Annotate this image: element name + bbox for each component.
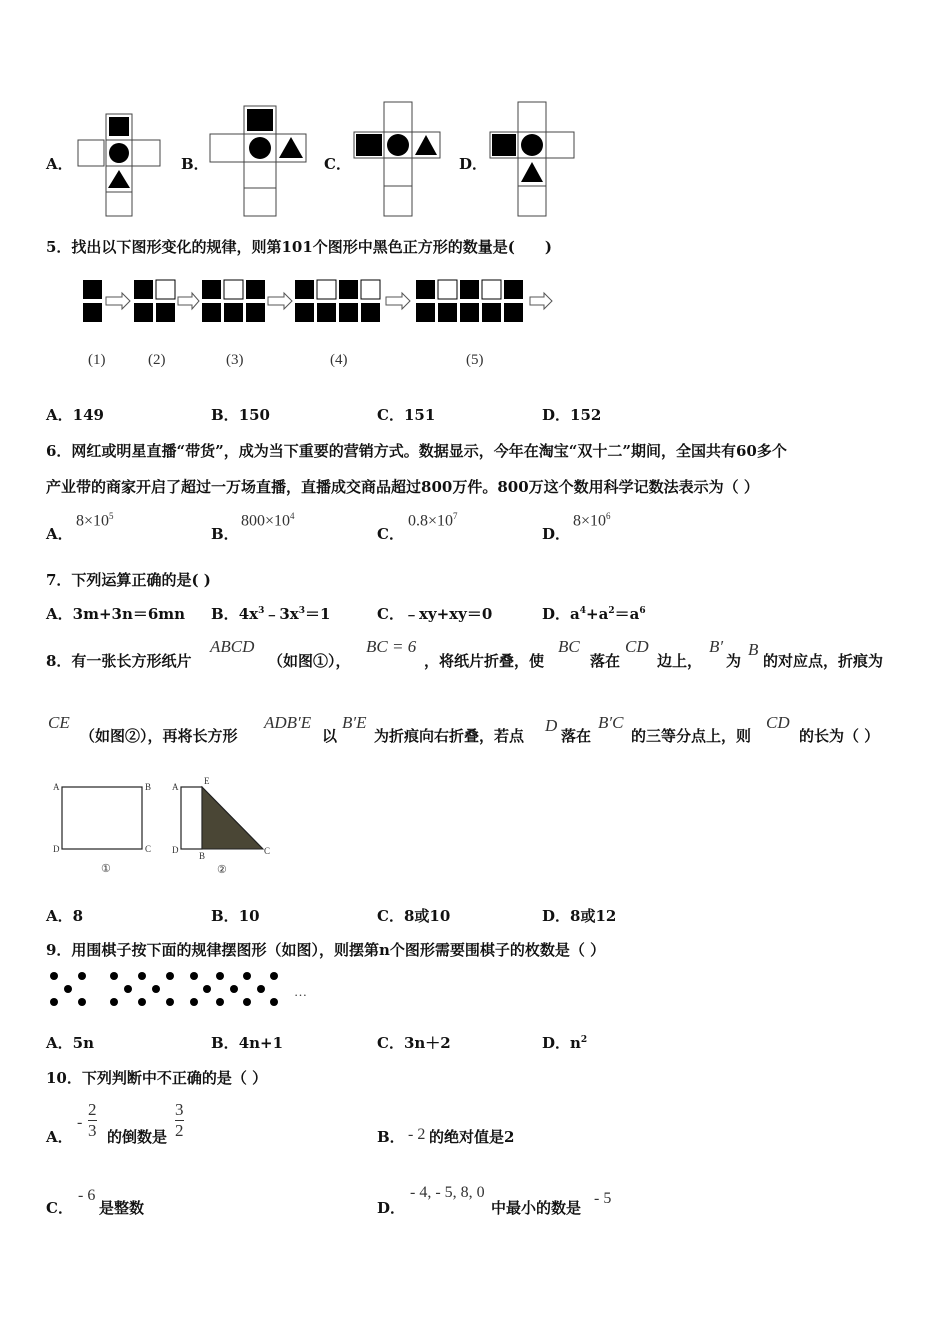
- q10-option-a-label[interactable]: A．: [46, 1128, 73, 1146]
- q4-option-d-label[interactable]: D．: [459, 155, 488, 173]
- q10-option-b-math: - 2: [408, 1126, 426, 1143]
- q8-math: B′E: [342, 713, 367, 732]
- q10-stem: 10．下列判断中不正确的是（ ）: [46, 1069, 268, 1087]
- q9-option-a[interactable]: A．5n: [46, 1034, 94, 1052]
- q8-option-c[interactable]: C．8或10: [377, 907, 451, 925]
- q8-text: （如图②），再将长方形: [80, 727, 238, 745]
- q6-option-b-label[interactable]: B．: [211, 525, 239, 543]
- q9-fig-3: [190, 972, 278, 1006]
- q5-stem: 5．找出以下图形变化的规律，则第101个图形中黑色正方形的数量是( ): [46, 238, 552, 256]
- arrow-right-icon: [530, 293, 552, 309]
- q10-option-a-text: 的倒数是: [107, 1128, 168, 1146]
- q8-text: 为: [726, 652, 742, 670]
- q10-option-b-text: 的绝对值是2: [429, 1128, 515, 1146]
- q5-fig-4: [295, 280, 380, 322]
- q8-text: 以: [322, 727, 338, 745]
- q6-stem-line1: 6．网红或明星直播“带货”，成为当下重要的营销方式。数据显示，今年在淘宝“双十二”期间，全国共有60多个: [46, 442, 787, 460]
- q9-fig-2: [110, 972, 174, 1006]
- q9-fig-1: [50, 972, 86, 1006]
- q10-option-d-math: - 4, - 5, 8, 0: [410, 1184, 485, 1201]
- q5-fig-label: (1): [88, 352, 106, 368]
- q8-math: ABCD: [210, 637, 255, 656]
- q8-math: CD: [766, 713, 790, 732]
- q4-net-c: [350, 98, 445, 220]
- q8-math: BC = 6: [366, 637, 417, 656]
- q8-figure-2: [172, 776, 270, 876]
- q4-option-c-label[interactable]: C．: [324, 155, 351, 173]
- q8-fig1-label: B: [145, 782, 152, 792]
- q9-option-c[interactable]: C．3n＋2: [377, 1034, 451, 1052]
- q6-option-b-math[interactable]: $800\times 10^4$: [241, 511, 295, 530]
- q6-option-a-label[interactable]: A．: [46, 525, 73, 543]
- q8-text: 边上，: [657, 652, 703, 670]
- q5-fig-label: (5): [466, 352, 484, 368]
- q10-option-a-fraction: $\frac{2}{3}$: [88, 1100, 97, 1140]
- q7-option-d[interactable]: D．$a^4+a^2=a^6$: [542, 605, 646, 623]
- q8-math: B′C: [598, 713, 624, 732]
- q5-fig-label: (3): [226, 352, 244, 368]
- arrow-right-icon: [386, 293, 410, 309]
- q5-option-b[interactable]: B．150: [211, 406, 270, 424]
- q8-math: B: [748, 640, 759, 659]
- q9-stone-figure: [44, 968, 314, 1013]
- q8-math: D: [545, 716, 558, 735]
- q8-fig2-label: B: [199, 851, 206, 861]
- q8-figures: [48, 775, 288, 885]
- q7-option-c[interactable]: C．﹣xy+xy＝0: [377, 605, 493, 623]
- q8-text: 落在: [561, 727, 592, 745]
- q10-option-d-label[interactable]: D．: [377, 1199, 406, 1217]
- q5-option-c[interactable]: C．151: [377, 406, 436, 424]
- q8-text: ，将纸片折叠，使: [424, 652, 545, 670]
- q10-option-c-math: - 6: [78, 1187, 96, 1204]
- q8-text: 8．有一张长方形纸片: [46, 652, 192, 670]
- q10-option-d-text: 中最小的数是: [491, 1199, 582, 1217]
- q8-math: CE: [48, 713, 70, 732]
- q5-fig-label: (2): [148, 352, 166, 368]
- q4-net-b: [206, 102, 311, 220]
- q8-fig2-caption: ②: [217, 864, 227, 876]
- q5-pattern-figure: [80, 278, 560, 373]
- q8-fig2-label: C: [264, 846, 271, 856]
- q8-math: B′: [709, 637, 724, 656]
- q8-fig2-label: D: [172, 845, 179, 855]
- q9-stem: 9．用围棋子按下面的规律摆图形（如图），则摆第n个图形需要围棋子的枚数是（ ）: [46, 941, 606, 959]
- q7-stem: 7．下列运算正确的是( ): [46, 571, 211, 589]
- q10-option-c-label[interactable]: C．: [46, 1199, 73, 1217]
- q5-option-a[interactable]: A．149: [46, 406, 104, 424]
- q8-text: 为折痕向右折叠，若点: [374, 727, 525, 745]
- q6-option-d-math[interactable]: $8\times 10^6$: [573, 511, 611, 530]
- q8-text: 的三等分点上，则: [631, 727, 752, 745]
- q10-option-c-text: 是整数: [99, 1199, 145, 1217]
- arrow-right-icon: [106, 293, 130, 309]
- q6-option-a-math[interactable]: $8\times 10^5$: [76, 511, 114, 530]
- q9-ellipsis: …: [294, 984, 307, 999]
- q10-option-b-label[interactable]: B．: [377, 1128, 405, 1146]
- q5-fig-label: (4): [330, 352, 348, 368]
- arrow-right-icon: [268, 293, 292, 309]
- q8-math: ADB′E: [264, 713, 312, 732]
- q8-option-b[interactable]: B．10: [211, 907, 260, 925]
- q8-math: CD: [625, 637, 649, 656]
- q8-text: 的长为（ ）: [799, 727, 880, 745]
- q8-math: BC: [558, 637, 580, 656]
- q8-option-d[interactable]: D．8或12: [542, 907, 617, 925]
- q5-fig-1: [83, 280, 102, 322]
- q4-net-d: [486, 98, 581, 220]
- q7-option-a[interactable]: A．3m+3n＝6mn: [46, 605, 186, 623]
- q5-fig-2: [134, 280, 175, 322]
- q6-option-c-label[interactable]: C．: [377, 525, 404, 543]
- q5-option-d[interactable]: D．152: [542, 406, 602, 424]
- q10-option-a-fraction: $\frac{3}{2}$: [175, 1100, 184, 1140]
- q8-fig1-label: A: [53, 782, 60, 792]
- q10-option-a-neg: -: [77, 1114, 83, 1131]
- q8-fig1-label: C: [145, 844, 152, 854]
- q7-option-b[interactable]: B．$4x^3﹣3x^3=1$: [211, 605, 331, 623]
- q5-fig-5: [416, 280, 523, 322]
- q8-fig1-caption: ①: [101, 863, 111, 875]
- q5-fig-3: [202, 280, 265, 322]
- q8-fig2-label: A: [172, 782, 179, 792]
- q4-option-b-label[interactable]: B．: [181, 155, 209, 173]
- q8-option-a[interactable]: A．8: [46, 907, 84, 925]
- q8-text: 的对应点，折痕为: [763, 652, 884, 670]
- q6-stem-line2: 产业带的商家开启了超过一万场直播，直播成交商品超过800万件。800万这个数用科学记数法表示为（ ）: [46, 478, 759, 496]
- q8-text: （如图①），: [268, 652, 351, 670]
- q8-fig2-label: E: [204, 776, 210, 786]
- q8-fig1-label: D: [53, 844, 60, 854]
- q4-option-a-label[interactable]: A．: [46, 155, 73, 173]
- arrow-right-icon: [178, 293, 199, 309]
- q6-option-d-label[interactable]: D．: [542, 525, 571, 543]
- q10-option-d-math: - 5: [594, 1190, 612, 1207]
- q8-figure-1: [53, 782, 151, 875]
- q6-option-c-math[interactable]: $0.8\times 10^7$: [408, 511, 458, 530]
- q9-option-d[interactable]: D．$n^2$: [542, 1034, 588, 1052]
- q8-text: 落在: [590, 652, 621, 670]
- q9-option-b[interactable]: B．4n+1: [211, 1034, 284, 1052]
- q4-net-a: [70, 110, 170, 220]
